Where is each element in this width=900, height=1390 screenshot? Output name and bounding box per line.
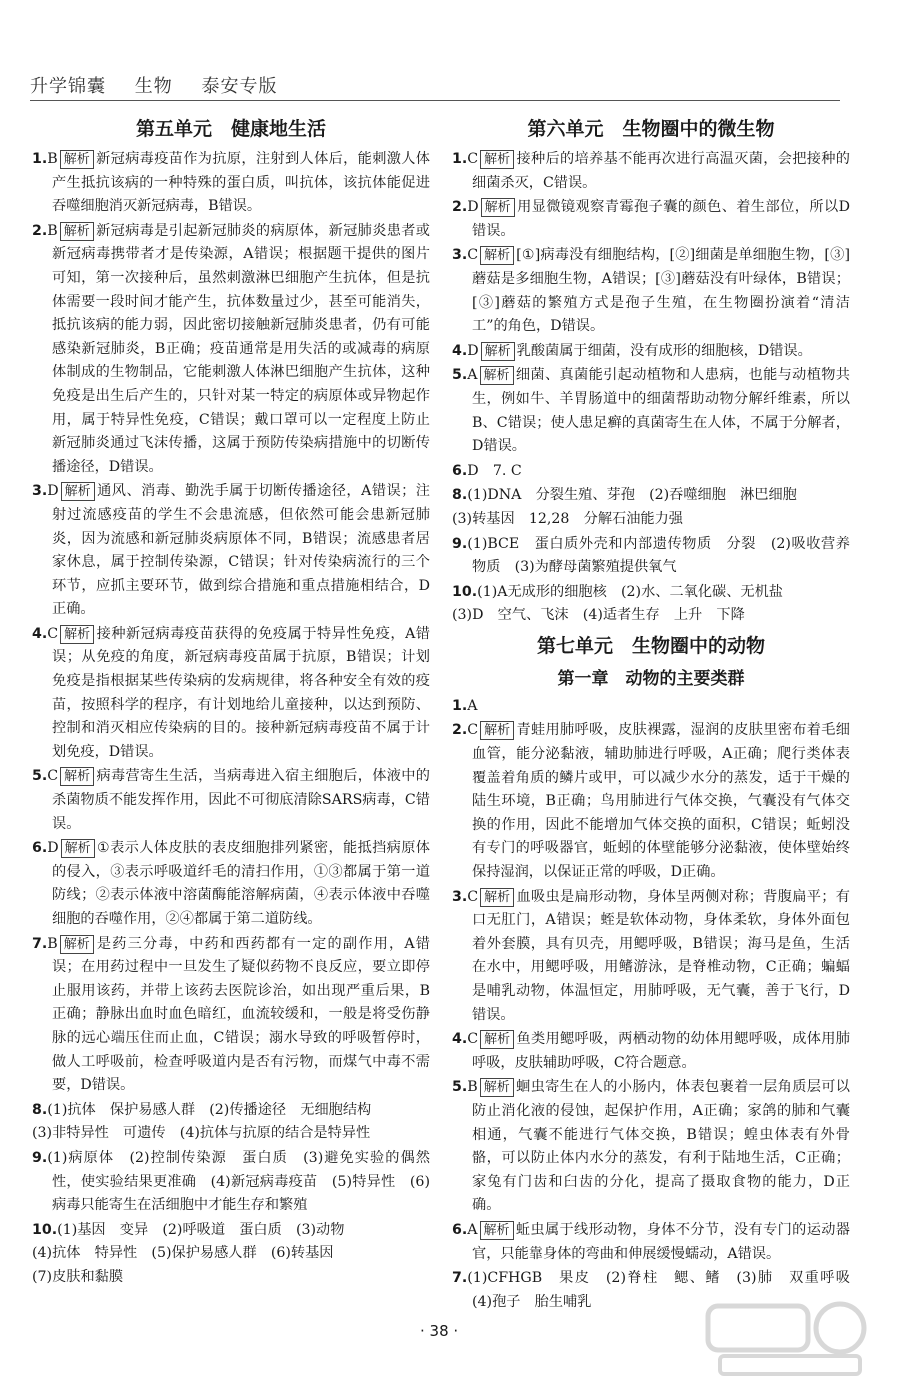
analysis-text: 血吸虫是扁形动物，身体呈两侧对称；背腹扁平；有口无肛门，A错误；蛭是软体动物，身体柔软，身体外面包着外套膜，具有贝壳，用鳃呼吸，B错误；海马是鱼，生活在水中，用鳃呼吸，用鳍游泳，是脊椎动物，C正确；蝙蝠是哺乳动物，体温恒定，用肺呼吸，无气囊，善于飞行，D错误。 xyxy=(472,888,850,1023)
answer-item xyxy=(452,244,850,338)
question-number: 6. xyxy=(32,840,48,857)
fill-answer-item xyxy=(32,1219,430,1290)
header-edition: 泰安专版 xyxy=(201,76,278,97)
question-number: 8. xyxy=(452,487,468,504)
answer-item xyxy=(32,933,430,1098)
answer-letter: C xyxy=(47,625,59,642)
question-number: 5. xyxy=(452,367,468,384)
question-number: 6. xyxy=(452,462,468,479)
question-number: 4. xyxy=(32,625,48,642)
fill-answer-item xyxy=(452,460,850,484)
analysis-text: 接种后的培养基不能再次进行高温灭菌，会把接种的细菌杀灭，C错误。 xyxy=(472,151,850,191)
question-number: 3. xyxy=(452,247,468,264)
analysis-tag: 解析 xyxy=(480,721,514,740)
answer-item xyxy=(452,695,850,719)
answer-letter: B xyxy=(47,222,58,239)
fill-answer-line: (1)抗体 保护易感人群 (2)传播途径 无细胞结构 xyxy=(47,1101,372,1118)
fill-answer-item xyxy=(452,533,850,580)
answer-item xyxy=(452,148,850,195)
analysis-tag: 解析 xyxy=(60,150,94,169)
analysis-tag: 解析 xyxy=(60,625,94,644)
analysis-tag: 解析 xyxy=(61,482,95,501)
question-number: 6. xyxy=(452,1221,468,1238)
unit-title: 第五单元 健康地生活 xyxy=(135,118,326,140)
analysis-text: 是药三分毒，中药和西药都有一定的副作用，A错误；在用药过程中一旦发生了疑似药物不良反应，要立即停止服用该药，并带上该药去医院诊治，如出现严重后果，B正确；静脉出血时血色暗红，血流较缓和，一般是将受伤静脉的远心端压住而止血，C错误；溺水导致的呼吸暂停时，做人工呼吸前，检查呼吸道内是否有污物，而煤气中毒不需要，D错误。 xyxy=(52,935,430,1094)
answer-item xyxy=(452,364,850,458)
question-number: 3. xyxy=(32,483,48,500)
page-header xyxy=(30,72,840,101)
answer-letter: C xyxy=(467,151,479,167)
fill-answer-line: (1)A无成形的细胞核 (2)水、二氧化碳、无机盐 xyxy=(477,583,783,600)
analysis-tag: 解析 xyxy=(480,888,514,907)
stamp-logo xyxy=(700,1290,870,1380)
analysis-text: 青蛙用肺呼吸，皮肤裸露，湿润的皮肤里密布着毛细血管，能分泌黏液，辅助肺进行呼吸，A正确；爬行类体表覆盖着角质的鳞片或甲，可以减少水分的蒸发，适于干燥的陆生环境，B正确；鸟用肺进行气体交换，气囊没有气体交换的作用，因此不能增加气体交换的面积，C错误；蚯蚓没有专门的呼吸器官，蚯蚓的体壁能够分泌黏液，使体壁始终保持湿润，以保证正常的呼吸，D正确。 xyxy=(472,722,850,881)
analysis-text: ①表示人体皮肤的表皮细胞排列紧密，能抵挡病原体的侵入，③表示呼吸道纤毛的清扫作用，①③都属于第一道防线；②表示体液中溶菌酶能溶解病菌，④表示体液中吞噬细胞的吞噬作用，②④都属于第二道防线。 xyxy=(52,840,430,927)
analysis-text: 细菌、真菌能引起动植物和人患病，也能与动植物共生，例如牛、羊胃肠道中的细菌帮助动物分解纤维素，所以B、C错误；使人患足癣的真菌寄生在人体，不属于分解者，D错误。 xyxy=(472,367,850,455)
analysis-text: [①]病毒没有细胞结构，[②]细菌是单细胞生物，[③]蘑菇是多细胞生物，A错误；[③]蘑菇没有叶绿体，B错误；[③]蘑菇的繁殖方式是孢子生殖，在生物圈扮演着“清洁工”的角色，D错误。 xyxy=(472,247,850,335)
question-number: 2. xyxy=(452,199,468,216)
answer-letter: C xyxy=(467,722,479,739)
analysis-tag: 解析 xyxy=(481,342,515,361)
analysis-tag: 解析 xyxy=(480,1221,514,1240)
analysis-text: 接种新冠病毒疫苗获得的免疫属于特异性免疫，A错误；从免疫的角度，新冠病毒疫苗属于抗原，B错误；计划免疫是指根据某些传染病的发病规律，将各种安全有效的疫苗，按照科学的程序，有计划地给儿童接种，以达到预防、控制和消灭相应传染病的目的。接种新冠病毒疫苗不属于计划免疫，D错误。 xyxy=(52,625,430,760)
fill-answer-line: (1)基因 变异 (2)呼吸道 蛋白质 (3)动物 xyxy=(57,1221,345,1238)
question-number: 3. xyxy=(452,888,468,905)
question-number: 9. xyxy=(452,535,468,552)
answer-letter: C xyxy=(467,1031,479,1048)
answer-item xyxy=(32,220,430,480)
analysis-text: 鱼类用鳃呼吸，两栖动物的幼体用鳃呼吸，成体用肺呼吸，皮肤辅助呼吸，C符合题意。 xyxy=(472,1031,850,1071)
question-number: 10. xyxy=(32,1221,58,1238)
answer-item xyxy=(452,719,850,884)
question-number: 2. xyxy=(32,222,48,239)
question-number: 5. xyxy=(452,1079,468,1096)
analysis-text: 新冠病毒疫苗作为抗原，注射到人体后，能刺激人体产生抵抗该病的一种特殊的蛋白质，叫抗体，该抗体能促进吞噬细胞消灭新冠病毒，B错误。 xyxy=(52,151,430,215)
answer-item xyxy=(32,623,430,765)
answer-item xyxy=(452,196,850,243)
fill-answer-line: (1)CFHGB 果皮 (2)脊柱 鳃、鳍 (3)肺 双重呼吸 (4)孢子 胎生哺乳 xyxy=(467,1270,865,1310)
analysis-text: 通风、消毒、勤洗手属于切断传播途径，A错误；注射过流感疫苗的学生不会患流感，但依然可能会患新冠肺炎，因为流感和新冠肺炎病原体不同，B错误；流感患者居家休息，属于控制传染源，C错误；针对传染病流行的三个环节，应抓主要环节，做到综合措施和重点措施相结合，D正确。 xyxy=(52,483,430,618)
question-number: 8. xyxy=(32,1101,48,1118)
question-number: 1. xyxy=(32,151,48,167)
question-number: 7. xyxy=(32,935,48,952)
question-number: 4. xyxy=(452,1031,468,1048)
answer-item xyxy=(32,148,430,219)
analysis-tag: 解析 xyxy=(480,246,514,265)
fill-answer-line: (3)非特异性 可遗传 (4)抗体与抗原的结合是特异性 xyxy=(32,1125,371,1142)
fill-answer-line: (3)转基因 12,28 分解石油能力强 xyxy=(452,510,683,527)
fill-answer-item xyxy=(32,1099,430,1146)
answer-item xyxy=(452,1219,850,1266)
fill-answer-line: (7)皮肤和黏膜 xyxy=(32,1268,124,1285)
question-number: 9. xyxy=(32,1149,48,1166)
analysis-tag: 解析 xyxy=(60,222,94,241)
question-number: 5. xyxy=(32,768,48,785)
question-number: 7. xyxy=(452,1270,468,1287)
fill-answer-line: D 7. C xyxy=(467,462,522,479)
fill-answer-item xyxy=(452,484,850,531)
answer-letter: B xyxy=(467,1079,478,1096)
answer-item xyxy=(32,765,430,836)
fill-answer-item xyxy=(32,1147,430,1218)
analysis-tag: 解析 xyxy=(480,1078,514,1097)
analysis-text: 蛔虫寄生在人的小肠内，体表包裹着一层角质层可以防止消化液的侵蚀，起保护作用，A正确；家鸽的肺和气囊相通，气囊不能进行气体交换，B错误；蝗虫体表有外骨骼，可以防止体内水分的蒸发，有利于陆地生活，C正确；家兔有门齿和臼齿的分化，提高了摄取食物的能力，D正确。 xyxy=(472,1079,850,1214)
analysis-tag: 解析 xyxy=(481,198,515,217)
left-column xyxy=(32,112,430,1291)
fill-answer-line: (1)DNA 分裂生殖、芽孢 (2)吞噬细胞 淋巴细胞 xyxy=(467,487,797,504)
analysis-text: 用显微镜观察青霉孢子囊的颜色、着生部位，所以D错误。 xyxy=(472,199,850,239)
analysis-tag: 解析 xyxy=(480,150,514,169)
question-number: 1. xyxy=(452,151,468,167)
answer-letter: D xyxy=(467,199,479,216)
analysis-text: 蚯虫属于线形动物，身体不分节，没有专门的运动器官，只能靠身体的弯曲和伸展缓慢蠕动，A错误。 xyxy=(472,1221,850,1262)
fill-answer-item xyxy=(452,581,850,628)
analysis-tag: 解析 xyxy=(60,935,94,954)
fill-answer-line: (1)BCE 蛋白质外壳和内部遗传物质 分裂 (2)吸收营养物质 (3)为酵母菌繁殖提供氧气 xyxy=(467,535,850,576)
answer-item xyxy=(452,340,850,364)
unit-title: 第六单元 生物圈中的微生物 xyxy=(527,118,775,140)
chapter-title: 第一章 动物的主要类群 xyxy=(557,668,745,689)
answer-letter: C xyxy=(467,247,479,264)
header-series: 升学锦囊 xyxy=(30,76,106,97)
answer-item xyxy=(452,1028,850,1075)
answer-letter: D xyxy=(467,342,479,359)
analysis-text: 新冠病毒是引起新冠肺炎的病原体，新冠肺炎患者或新冠病毒携带者才是传染源，A错误；根据题干提供的图片可知，第一次接种后，虽然刺激淋巴细胞产生抗体，但是抗体需要一段时间才能产生，抗体数量过少，甚至可能消失，抵抗该病的能力弱，因此密切接触新冠肺炎患者，仍有可能感染新冠肺炎，B正确；疫苗通常是用失活的或减毒的病原体制成的生物制品，它能刺激人体淋巴细胞产生抗体，这种免疫是出生后产生的，只针对某一特定的病原体或异物起作用，属于特异性免疫，C错误；戴口罩可以一定程度上防止新冠肺炎通过飞沫传播，这属于预防传染病措施中的切断传播途径，D错误。 xyxy=(52,222,430,475)
answer-letter: A xyxy=(467,697,478,714)
analysis-tag: 解析 xyxy=(480,366,514,385)
question-number: 10. xyxy=(452,583,478,600)
analysis-text: 病毒营寄生生活，当病毒进入宿主细胞后，体液中的杀菌物质不能发挥作用，因此不可彻底清除SARS病毒，C错误。 xyxy=(52,768,430,832)
answer-item xyxy=(32,480,430,622)
answer-item xyxy=(32,837,430,931)
answer-letter: A xyxy=(467,367,478,384)
page-number: · 38 · xyxy=(420,1322,459,1340)
analysis-tag: 解析 xyxy=(61,839,95,858)
answer-letter: B xyxy=(47,935,58,952)
unit-title: 第七单元 生物圈中的动物 xyxy=(536,634,765,657)
fill-answer-line: (3)D 空气、飞沫 (4)适者生存 上升 下降 xyxy=(452,607,745,624)
answer-letter: B xyxy=(47,151,58,167)
header-subject: 生物 xyxy=(134,76,173,97)
question-number: 2. xyxy=(452,722,468,739)
answer-item xyxy=(452,1076,850,1218)
answer-letter: D xyxy=(47,483,59,500)
answer-letter: D xyxy=(47,840,59,857)
fill-answer-line: (4)抗体 特异性 (5)保护易感人群 (6)转基因 xyxy=(32,1245,334,1262)
answer-item xyxy=(452,886,850,1028)
analysis-tag: 解析 xyxy=(480,1030,514,1049)
question-number: 4. xyxy=(452,342,468,359)
analysis-tag: 解析 xyxy=(60,767,94,786)
fill-answer-line: (1)病原体 (2)控制传染源 蛋白质 (3)避免实验的偶然性，使实验结果更准确 (4)新冠病毒疫苗 (5)特异性 (6)病毒只能寄生在活细胞中才能生存和繁殖 xyxy=(47,1149,430,1214)
question-number: 1. xyxy=(452,697,468,714)
answer-letter: C xyxy=(47,768,59,785)
analysis-text: 乳酸菌属于细菌，没有成形的细胞核，D错误。 xyxy=(516,342,812,359)
answer-letter: A xyxy=(467,1221,478,1238)
answer-letter: C xyxy=(467,888,479,905)
right-column xyxy=(452,112,865,1315)
